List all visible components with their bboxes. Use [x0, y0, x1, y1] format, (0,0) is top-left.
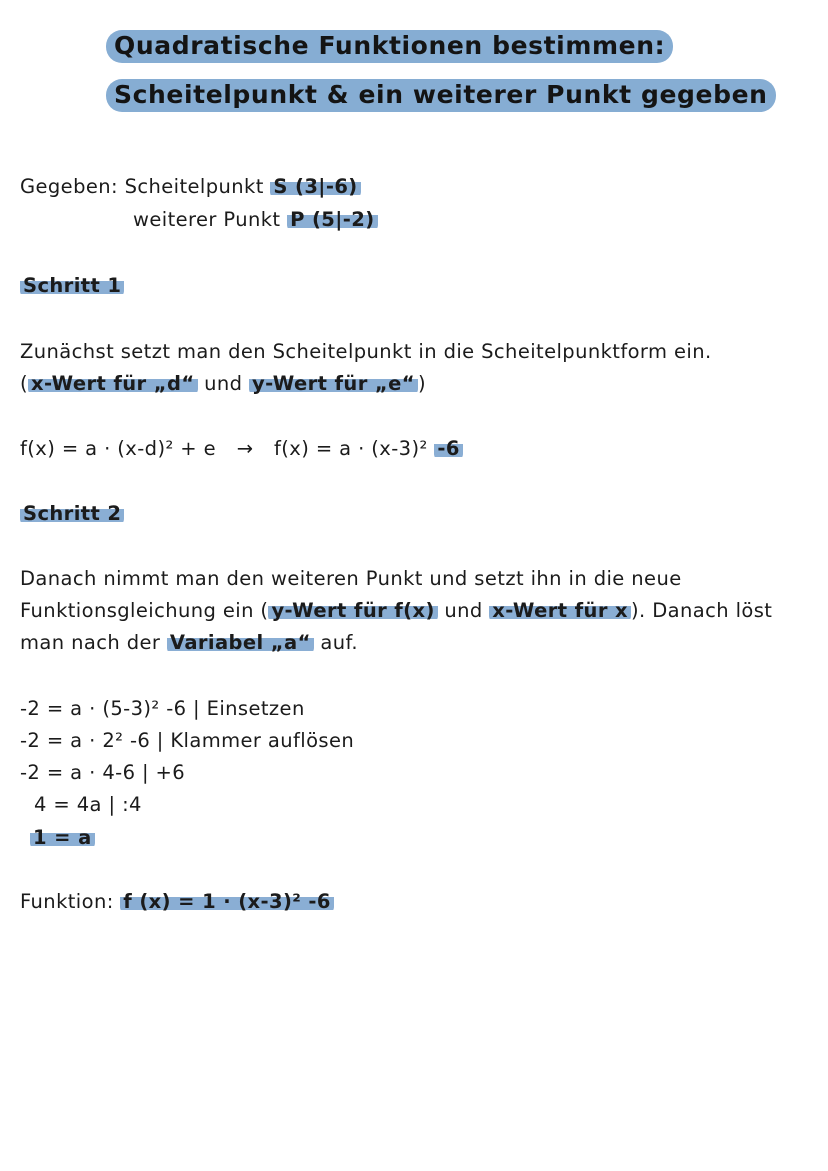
- step1-formula: [20, 437, 463, 460]
- step1-text: Zunächst setzt man den Scheitelpunkt in die Scheitelpunktform ein.: [20, 340, 712, 363]
- step2-line-2: Funktionsgleichung ein ( y-Wert für f(x) und x-Wert für x ). Danach löst: [20, 599, 773, 622]
- function-label: Funktion:: [20, 890, 114, 913]
- given-vertex-row: [20, 175, 361, 198]
- calc-line: 4 = 4a | :4: [34, 793, 142, 816]
- formula-specific: f(x) = a · (x-3)²: [274, 437, 428, 460]
- given-point-text: weiterer Punkt: [133, 208, 281, 231]
- given-vertex-text: Scheitelpunkt: [124, 175, 264, 198]
- hint-fx: y-Wert für f(x): [268, 599, 437, 622]
- calc-result: 1 = a: [30, 826, 95, 849]
- title-line-1: Quadratische Funktionen bestimmen:: [106, 30, 673, 63]
- title-line-2: Scheitelpunkt & ein weiterer Punkt gegeben: [106, 79, 776, 112]
- given-point-row: [133, 208, 378, 231]
- calc-line: -2 = a · 2² -6 | Klammer auflösen: [20, 729, 355, 752]
- hint-e: y-Wert für „e“: [249, 372, 418, 395]
- formula-general: f(x) = a · (x-d)² + e: [20, 437, 217, 460]
- step2-line-3: man nach der Variabel „a“ auf.: [20, 631, 358, 654]
- final-function-row: [20, 890, 334, 913]
- step2-line-1: Danach nimmt man den weiteren Punkt und setzt ihn in die neue: [20, 567, 682, 590]
- given-vertex-value: S (3|-6): [270, 175, 360, 198]
- function-value: f (x) = 1 · (x-3)² -6: [120, 890, 334, 913]
- hint-x: x-Wert für x: [489, 599, 631, 622]
- step2-heading: Schritt 2: [20, 502, 124, 525]
- given-point-value: P (5|-2): [287, 208, 377, 231]
- calc-line: -2 = a · 4-6 | +6: [20, 761, 186, 784]
- hint-variable: Variabel „a“: [167, 631, 314, 654]
- calc-line: -2 = a · (5-3)² -6 | Einsetzen: [20, 697, 305, 720]
- formula-specific-end: -6: [434, 437, 462, 460]
- hint-d: x-Wert für „d“: [28, 372, 198, 395]
- arrow-icon: →: [236, 437, 254, 460]
- step1-hint: ( x-Wert für „d“ und y-Wert für „e“ ): [20, 372, 426, 395]
- step1-heading: Schritt 1: [20, 274, 124, 297]
- given-label: Gegeben:: [20, 175, 118, 198]
